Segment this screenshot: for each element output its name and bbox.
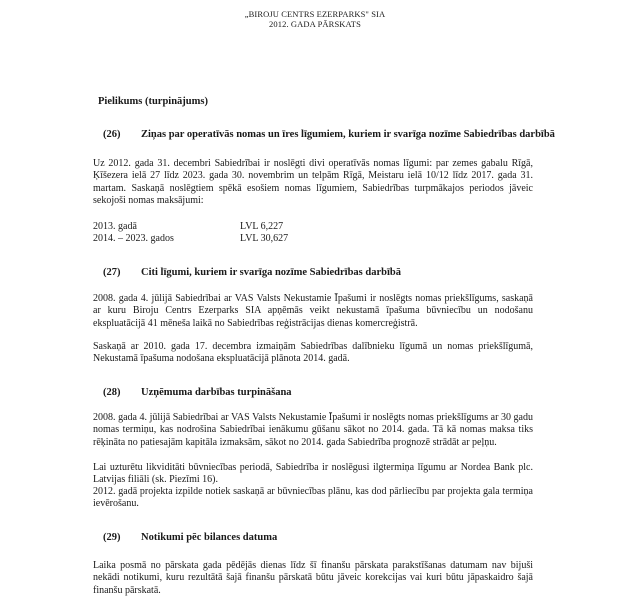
section-29-heading [103, 532, 277, 543]
appendix-label: Pielikums (turpinājums) [98, 96, 208, 107]
payment-period: 2013. gadā [93, 221, 137, 232]
section-27-paragraph: 2008. gada 4. jūlijā Sabiedrībai ar VAS Valsts Nekustamie Īpašumi ir noslēgts nomas priekšlīgums, saskaņā ar kuru Biroju Centrs Ezerparks SIA apņēmās veikt nekustamā īpašuma būvniecību un nodošanu ekspluatācijā 41 mēneša laikā no Sabiedrības reģistrācijas dienas komercreģistrā. [93, 293, 533, 329]
section-number: (27) [103, 267, 121, 278]
payment-amount: LVL 30,627 [240, 233, 289, 244]
section-27-heading [103, 267, 401, 278]
section-26-heading [103, 129, 555, 140]
payment-amount: LVL 6,227 [240, 221, 284, 232]
section-title: Citi līgumi, kuriem ir svarīga nozīme Sabiedrības darbībā [141, 267, 401, 278]
payment-period: 2014. – 2023. gados [93, 233, 174, 244]
section-28-paragraph: 2012. gadā projekta izpilde notiek saskaņā ar būvniecības plānu, kas dod pārliecību par projekta gala termiņa ievērošanu. [93, 486, 533, 510]
section-title: Ziņas par operatīvās nomas un īres līgumiem, kuriem ir svarīga nozīme Sabiedrības darbībā [141, 129, 555, 140]
section-27-paragraph: Saskaņā ar 2010. gada 17. decembra izmaiņām Sabiedrības dalībnieku līgumā un nomas priekšlīgumā, Nekustamā īpašuma nodošana ekspluatācijā plānota 2014. gadā. [93, 341, 533, 365]
header-company: „BIROJU CENTRS EZERPARKS" SIA [244, 9, 386, 19]
section-number: (26) [103, 129, 121, 140]
section-26-paragraph: Uz 2012. gada 31. decembri Sabiedrībai ir noslēgti divi operatīvās nomas līgumi: par zemes gabalu Rīgā, Ķīšezera ielā 27 līdz 2023. gada 30. novembrim un telpām Rīgā, Meistaru ielā 10/12 līdz 2017. gada 31. martam. Saskaņā noslēgtiem spēkā esošiem nomas līgumiem, Sabiedrības turpmākajos periodos jāveic sekojoši nomas maksājumi: [93, 158, 533, 206]
section-title: Notikumi pēc bilances datuma [141, 532, 278, 543]
section-number: (28) [103, 387, 121, 398]
section-29-paragraph: Laika posmā no pārskata gada pēdējās dienas līdz šī finanšu pārskata parakstīšanas datumam nav bijuši nekādi notikumi, kuru rezultātā šajā finanšu pārskatā būtu jāveic korekcijas vai kuri būtu jāpaskaidro šajā finanšu pārskatā. [93, 560, 533, 596]
section-title: Uzņēmuma darbības turpināšana [141, 387, 292, 398]
section-28-paragraph: Lai uzturētu likviditāti būvniecības periodā, Sabiedrība ir noslēgusi ilgtermiņa līgumu ar Nordea Bank plc. Latvijas filiāli (sk. Piezīmi 16). [93, 462, 533, 486]
section-number: (29) [103, 532, 121, 543]
header-report-title: 2012. GADA PĀRSKATS [269, 19, 361, 29]
section-28-heading [103, 387, 292, 398]
section-28-paragraph: 2008. gada 4. jūlijā Sabiedrībai ar VAS Valsts Nekustamie Īpašumi ir noslēgts nomas priekšlīgums ar 30 gadu nomas termiņu, kas nodrošina Sabiedrībai ienākumu gūšanu sākot no 2014. gada. Tā kā nomas maksa tiks rēķināta no patiesajām kapitāla izmaksām, sākot no 2014. gada Sabiedrība prognozē strādāt ar peļņu. [93, 412, 533, 448]
